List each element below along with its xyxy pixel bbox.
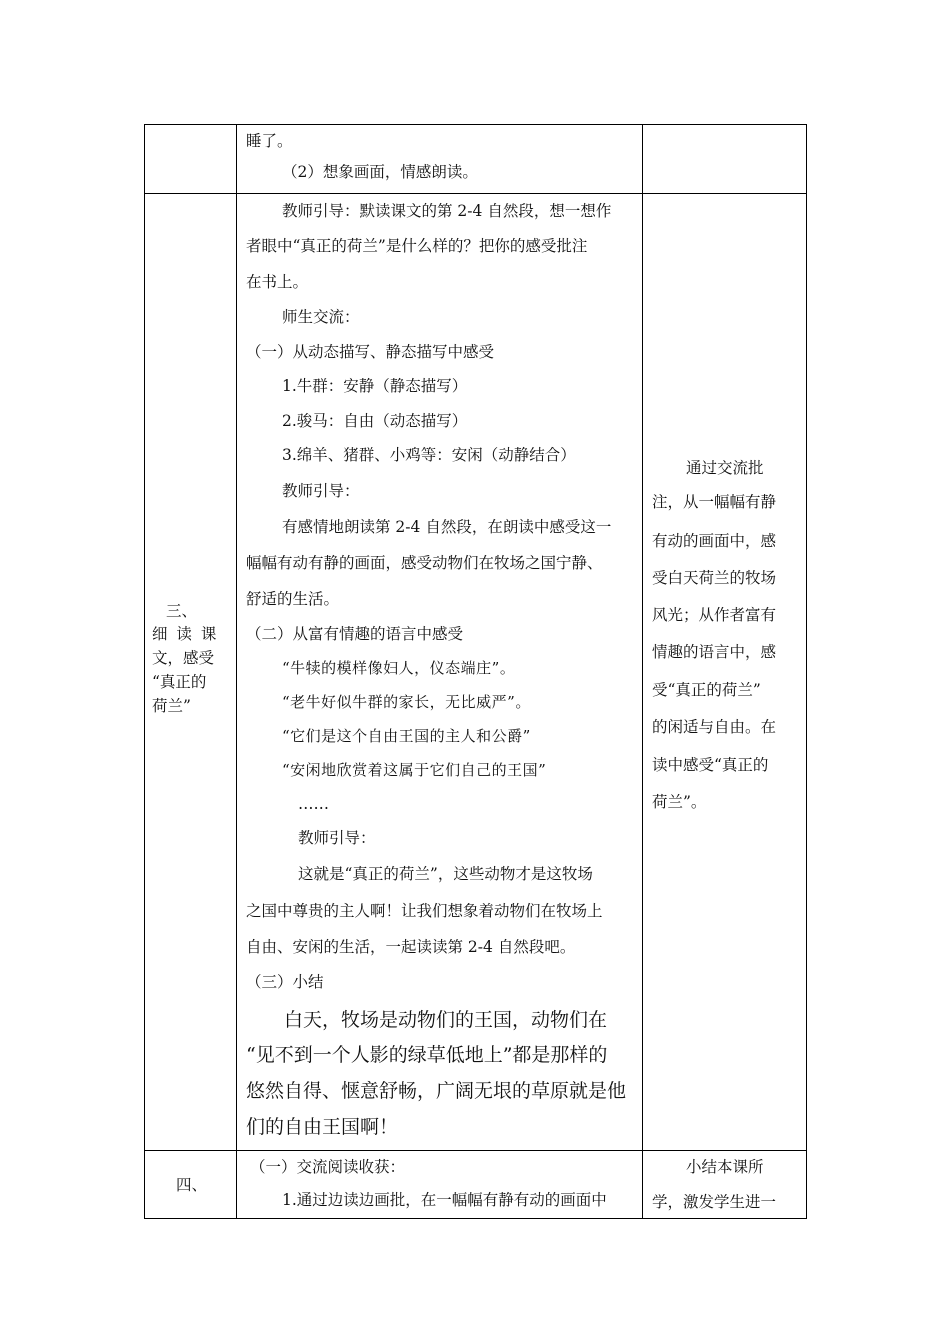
content-line: 师生交流： xyxy=(282,308,360,326)
content-line: 有感情地朗读第 2-4 自然段，在朗读中感受这一 xyxy=(282,518,612,536)
intent-line: 注，从一幅幅有静 xyxy=(652,493,777,511)
quote-line: “它们是这个自由王国的主人和公爵” xyxy=(282,727,531,745)
summary-line: 们的自由王国啊！ xyxy=(246,1116,399,1138)
intent-line: 学，激发学生进一 xyxy=(652,1193,777,1211)
stage-label: 四、 xyxy=(176,1176,208,1194)
quote-line: “老牛好似牛群的家长，无比威严”。 xyxy=(282,693,531,711)
content-line: 1.通过边读边画批，在一幅幅有静有动的画面中 xyxy=(282,1191,607,1209)
content-line: 教师引导： xyxy=(298,829,376,847)
content-line: （2）想象画面，情感朗读。 xyxy=(282,163,478,181)
stage-label: 细 读 课 xyxy=(152,625,219,643)
stage-label: 三、 xyxy=(166,602,198,620)
intent-line: 小结本课所 xyxy=(686,1158,764,1176)
intent-line: 的闲适与自由。在 xyxy=(652,718,777,736)
content-line: （三）小结 xyxy=(246,973,324,991)
content-line: 舒适的生活。 xyxy=(246,590,340,608)
content-line: 1.牛群：安静（静态描写） xyxy=(282,377,468,395)
summary-line: 白天，牧场是动物们的王国，动物们在 xyxy=(284,1009,608,1031)
content-line: 这就是“真正的荷兰”，这些动物才是这牧场 xyxy=(298,865,593,883)
content-line: （二）从富有情趣的语言中感受 xyxy=(246,625,464,643)
summary-line: 悠然自得、惬意舒畅，广阔无垠的草原就是他 xyxy=(246,1080,627,1102)
table-border-bottom xyxy=(144,1218,807,1219)
intent-line: 情趣的语言中，感 xyxy=(652,643,777,661)
content-line: 在书上。 xyxy=(246,273,309,291)
intent-line: 有动的画面中，感 xyxy=(652,532,777,550)
table-border-right xyxy=(806,124,807,1219)
table-divider-intent xyxy=(642,124,643,1219)
intent-line: 风光；从作者富有 xyxy=(652,606,777,624)
table-row-divider xyxy=(144,1150,807,1151)
content-line: 3.绵羊、猪群、小鸡等：安闲（动静结合） xyxy=(282,446,576,464)
intent-line: 荷兰”。 xyxy=(652,793,707,811)
content-line: 之国中尊贵的主人啊！让我们想象着动物们在牧场上 xyxy=(246,902,603,920)
stage-label: 荷兰” xyxy=(152,697,191,715)
content-line: 教师引导： xyxy=(282,482,360,500)
table-border-left xyxy=(144,124,145,1219)
content-line: 幅幅有动有静的画面，感受动物们在牧场之国宁静、 xyxy=(246,554,603,572)
stage-label: 文，感受 xyxy=(152,649,215,667)
table-row-divider xyxy=(144,193,807,194)
content-line: 睡了。 xyxy=(246,132,293,150)
content-line: 自由、安闲的生活，一起读读第 2-4 自然段吧。 xyxy=(246,938,576,956)
table-border-top xyxy=(144,124,807,125)
stage-label: “真正的 xyxy=(152,673,207,691)
summary-line: “见不到一个人影的绿草低地上”都是那样的 xyxy=(246,1044,608,1066)
quote-line: “安闲地欣赏着这属于它们自己的王国” xyxy=(282,761,547,779)
intent-line: 通过交流批 xyxy=(686,459,764,477)
intent-line: 读中感受“真正的 xyxy=(652,756,769,774)
content-line: 者眼中“真正的荷兰”是什么样的？把你的感受批注 xyxy=(246,237,588,255)
content-line: （一）从动态描写、静态描写中感受 xyxy=(246,343,495,361)
content-line: 教师引导：默读课文的第 2-4 自然段，想一想作 xyxy=(282,202,612,220)
quote-line: “牛犊的模样像妇人，仪态端庄”。 xyxy=(282,659,516,677)
intent-line: 受白天荷兰的牧场 xyxy=(652,569,777,587)
ellipsis: …… xyxy=(298,795,329,813)
content-line: 2.骏马：自由（动态描写） xyxy=(282,412,468,430)
content-line: （一）交流阅读收获： xyxy=(250,1158,406,1176)
intent-line: 受“真正的荷兰” xyxy=(652,681,761,699)
table-divider-stage xyxy=(236,124,237,1219)
